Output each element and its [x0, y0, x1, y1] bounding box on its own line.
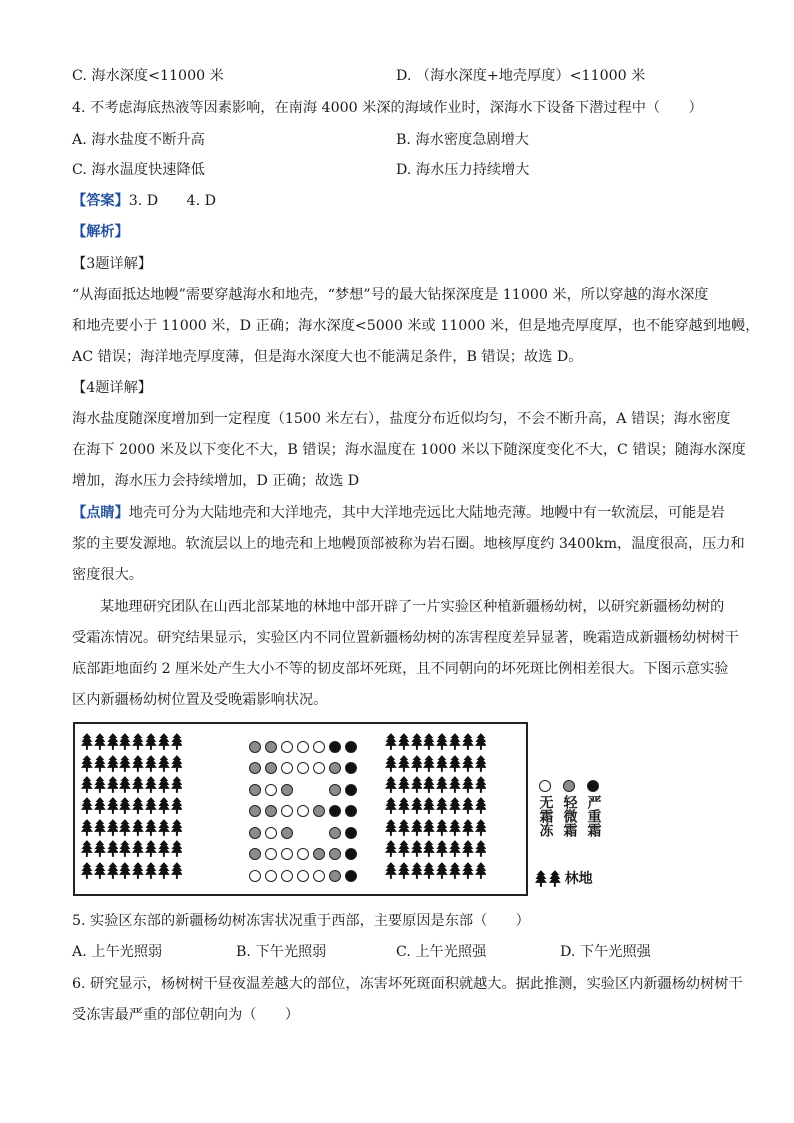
tree-icon — [119, 819, 131, 836]
severe-frost-seedling — [345, 870, 357, 882]
forest-row — [81, 795, 182, 816]
tree-icon — [475, 733, 487, 750]
light-frost-seedling — [329, 762, 341, 774]
tree-icon — [411, 733, 423, 750]
passage-line: 底部距地面约 2 厘米处产生大小不等的韧皮部坏死斑，且不同朝向的坏死斑比例相差很大。下图示意实验 — [72, 661, 729, 677]
forest-row — [385, 774, 486, 795]
severe-frost-seedling — [329, 741, 341, 753]
tree-icon — [462, 797, 474, 814]
tree-icon — [132, 797, 144, 814]
tree-icon — [119, 733, 131, 750]
tree-icon — [385, 819, 397, 836]
tree-icon — [171, 819, 183, 836]
q3-option-c: C. 海水深度<11000 米 — [72, 68, 224, 84]
tree-icon — [411, 819, 423, 836]
tree-icon — [411, 862, 423, 879]
forest-row — [81, 774, 182, 795]
tree-icon — [132, 819, 144, 836]
tree-icon — [462, 733, 474, 750]
tree-icon — [107, 776, 119, 793]
forest-row — [81, 752, 182, 773]
tree-icon — [436, 755, 448, 772]
q3-detail-line: AC 错误；海洋地壳厚度薄，但是海水深度大也不能满足条件，B 错误；故选 D。 — [72, 349, 583, 365]
tree-icon — [475, 797, 487, 814]
tree-icon — [171, 755, 183, 772]
tree-icon — [81, 862, 93, 879]
answer-text: 3. D 4. D — [128, 193, 216, 209]
tree-icon — [475, 840, 487, 857]
tree-icon — [462, 819, 474, 836]
tree-icon — [94, 797, 106, 814]
tree-icon — [423, 840, 435, 857]
tree-icon — [475, 755, 487, 772]
passage-line: 受霜冻情况。研究结果显示，实验区内不同位置新疆杨幼树的冻害程度差异显著，晚霜造成新疆杨幼树树干 — [72, 630, 739, 646]
question-4: 4. 不考虑海底热液等因素影响，在南海 4000 米深的海域作业时，深海水下设备下潜过程中（ ） — [72, 100, 703, 116]
tree-icon — [94, 862, 106, 879]
q4-detail-line: 在海下 2000 米及以下变化不大，B 错误；海水温度在 1000 米以下随深度变化不大，C 错误；随海水深度 — [72, 442, 746, 458]
forest-row — [385, 752, 486, 773]
tree-icon — [158, 840, 170, 857]
none-frost-seedling — [297, 848, 309, 860]
legend-light — [559, 780, 579, 837]
tree-icon — [107, 797, 119, 814]
tree-icon — [411, 797, 423, 814]
q3-detail-line: 和地壳要小于 11000 米，D 正确；海水深度<5000 米或 11000 米，但是地壳厚度厚，也不能穿越到地幔， — [72, 318, 760, 334]
tree-icon — [145, 755, 157, 772]
none-frost-seedling — [265, 784, 277, 796]
light-frost-seedling — [329, 848, 341, 860]
tree-icon — [423, 776, 435, 793]
tree-icon — [119, 797, 131, 814]
light-frost-seedling — [313, 848, 325, 860]
none-frost-seedling — [313, 741, 325, 753]
tree-icon — [411, 755, 423, 772]
tip-line: 密度很大。 — [72, 567, 143, 583]
forest-row — [81, 838, 182, 859]
tree-icon — [398, 733, 410, 750]
tree-icon — [475, 776, 487, 793]
tree-icon — [449, 819, 461, 836]
light-frost-seedling — [265, 762, 277, 774]
tree-icon — [158, 862, 170, 879]
tree-icon — [132, 733, 144, 750]
tree-icon — [462, 862, 474, 879]
tree-icon — [119, 755, 131, 772]
tree-icon — [436, 862, 448, 879]
tree-icon — [81, 733, 93, 750]
q3-detail-line: “从海面抵达地幔”需要穿越海水和地壳，“梦想”号的最大钻探深度是 11000 米，所以穿越的海水深度 — [72, 287, 709, 303]
legend-none — [535, 780, 555, 837]
tree-icon — [535, 870, 547, 887]
tree-icon — [107, 819, 119, 836]
tree-icon — [423, 819, 435, 836]
tree-icon — [385, 776, 397, 793]
seedling-row — [249, 801, 357, 823]
q4-detail-title: 【4题详解】 — [72, 380, 152, 396]
forest-row — [385, 817, 486, 838]
tree-icon — [145, 776, 157, 793]
tree-icon — [398, 797, 410, 814]
severe-frost-seedling — [345, 784, 357, 796]
answer-line — [72, 191, 216, 211]
light-frost-seedling — [313, 805, 325, 817]
forest-row — [385, 731, 486, 752]
none-frost-seedling — [281, 870, 293, 882]
severe-frost-dot — [587, 780, 599, 792]
question-6-cont: 受冻害最严重的部位朝向为（ ） — [72, 1007, 300, 1023]
tree-icon — [94, 840, 106, 857]
passage-line: 某地理研究团队在山西北部某地的林地中部开辟了一片实验区种植新疆杨幼树，以研究新疆杨幼树的 — [100, 599, 725, 615]
tree-icon — [423, 755, 435, 772]
none-frost-seedling — [297, 762, 309, 774]
forest-row — [385, 838, 486, 859]
none-frost-seedling — [281, 762, 293, 774]
q5-option-b: B. 下午光照弱 — [236, 944, 327, 960]
tree-icon — [411, 776, 423, 793]
tree-icon — [475, 819, 487, 836]
q4-detail-line: 海水盐度随深度增加到一定程度（1500 米左右），盐度分布近似均匀，不会不断升高，A 错误；海水密度 — [72, 411, 731, 427]
tree-icon — [171, 862, 183, 879]
none-frost-seedling — [281, 805, 293, 817]
none-frost-seedling — [297, 741, 309, 753]
forest-row — [81, 859, 182, 880]
forest-row — [81, 817, 182, 838]
tree-icon — [94, 755, 106, 772]
tree-icon — [145, 733, 157, 750]
legend-severe — [583, 780, 603, 837]
tree-icon — [398, 819, 410, 836]
q4-option-a: A. 海水盐度不断升高 — [72, 132, 205, 148]
question-5: 5. 实验区东部的新疆杨幼树冻害状况重于西部，主要原因是东部（ ） — [72, 913, 530, 929]
tree-icon — [145, 797, 157, 814]
tree-icon — [132, 862, 144, 879]
tree-icon — [462, 755, 474, 772]
tree-icon — [119, 776, 131, 793]
severe-frost-seedling — [345, 827, 357, 839]
tree-icon — [449, 755, 461, 772]
tree-icon — [411, 840, 423, 857]
tree-icon — [145, 840, 157, 857]
q5-option-d: D. 下午光照强 — [560, 944, 651, 960]
light-frost-seedling — [249, 848, 261, 860]
light-frost-seedling — [249, 762, 261, 774]
tree-icon — [436, 733, 448, 750]
tree-icon — [145, 819, 157, 836]
tree-icon — [107, 840, 119, 857]
tree-icon — [158, 797, 170, 814]
tree-icon — [549, 870, 561, 887]
forest-row — [385, 859, 486, 880]
tree-icon — [81, 840, 93, 857]
severe-frost-seedling — [345, 762, 357, 774]
tree-icon — [423, 797, 435, 814]
light-frost-seedling — [281, 827, 293, 839]
tree-icon — [449, 733, 461, 750]
tree-icon — [132, 840, 144, 857]
tree-icon — [385, 862, 397, 879]
none-frost-seedling — [281, 848, 293, 860]
light-frost-seedling — [329, 827, 341, 839]
severe-frost-seedling — [345, 741, 357, 753]
tree-icon — [449, 797, 461, 814]
tree-icon — [398, 840, 410, 857]
seedling-row — [249, 758, 357, 780]
tree-icon — [132, 755, 144, 772]
tip-text: 地壳可分为大陆地壳和大洋地壳，其中大洋地壳远比大陆地壳薄。地幔中有一软流层，可能是岩 — [128, 505, 725, 521]
tree-icon — [171, 840, 183, 857]
q4-option-d: D. 海水压力持续增大 — [396, 162, 530, 178]
tree-icon — [398, 776, 410, 793]
tree-icon — [81, 776, 93, 793]
none-frost-seedling — [297, 805, 309, 817]
q4-option-b: B. 海水密度急剧增大 — [396, 132, 529, 148]
tree-icon — [436, 797, 448, 814]
forest-row — [81, 731, 182, 752]
analysis-tag: 【解析】 — [72, 224, 129, 240]
q4-detail-line: 增加，海水压力会持续增加，D 正确；故选 D — [72, 473, 360, 489]
tree-icon — [171, 797, 183, 814]
answer-tag: 【答案】 — [72, 193, 129, 209]
tip-tag: 【点睛】 — [72, 505, 129, 521]
light-frost-seedling — [329, 870, 341, 882]
tree-icon — [462, 840, 474, 857]
light-frost-seedling — [329, 784, 341, 796]
tree-icon — [385, 840, 397, 857]
none-frost-seedling — [313, 762, 325, 774]
tree-icon — [436, 840, 448, 857]
tree-icon — [145, 862, 157, 879]
legend-none-label: 无霜冻 — [537, 795, 554, 837]
tree-icon — [423, 862, 435, 879]
tree-icon — [158, 755, 170, 772]
none-frost-dot — [539, 780, 551, 792]
light-frost-seedling — [249, 784, 261, 796]
seedling-grid — [249, 736, 357, 887]
none-frost-seedling — [265, 870, 277, 882]
tree-icon — [436, 776, 448, 793]
severe-frost-seedling — [345, 805, 357, 817]
none-frost-seedling — [249, 870, 261, 882]
tree-icon — [385, 755, 397, 772]
light-frost-dot — [563, 780, 575, 792]
tree-icon — [423, 733, 435, 750]
tree-icon — [107, 733, 119, 750]
tree-icon — [385, 797, 397, 814]
tree-icon — [94, 819, 106, 836]
severe-frost-seedling — [329, 805, 341, 817]
none-frost-seedling — [265, 827, 277, 839]
tree-icon — [449, 840, 461, 857]
light-frost-seedling — [249, 827, 261, 839]
experiment-figure — [73, 722, 528, 896]
tree-icon — [462, 776, 474, 793]
light-frost-seedling — [265, 805, 277, 817]
tree-icon — [132, 776, 144, 793]
tree-icon — [107, 862, 119, 879]
tree-icon — [81, 755, 93, 772]
forest-east — [385, 731, 486, 881]
seedling-row — [249, 865, 357, 887]
light-frost-seedling — [281, 784, 293, 796]
tree-icon — [398, 862, 410, 879]
tree-icon — [436, 819, 448, 836]
tree-icon — [449, 862, 461, 879]
q3-option-d: D. （海水深度+地壳厚度）<11000 米 — [396, 68, 646, 84]
tree-icon — [158, 733, 170, 750]
tree-icon — [94, 776, 106, 793]
tree-icon — [158, 819, 170, 836]
seedling-row — [249, 844, 357, 866]
figure-legend — [535, 780, 615, 892]
q4-option-c: C. 海水温度快速降低 — [72, 162, 205, 178]
severe-frost-seedling — [345, 848, 357, 860]
tree-icon — [398, 755, 410, 772]
legend-light-label: 轻微霜 — [561, 795, 578, 837]
light-frost-seedling — [249, 741, 261, 753]
seedling-row — [249, 779, 357, 801]
tree-icon — [81, 819, 93, 836]
legend-forest-label: 林地 — [564, 871, 593, 887]
light-frost-seedling — [265, 741, 277, 753]
seedling-row — [249, 822, 357, 844]
seedling-row — [249, 736, 357, 758]
passage-line: 区内新疆杨幼树位置及受晚霜影响状况。 — [72, 692, 328, 708]
tree-icon — [107, 755, 119, 772]
tree-icon — [475, 862, 487, 879]
legend-forest — [535, 868, 593, 888]
light-frost-seedling — [249, 805, 261, 817]
none-frost-seedling — [281, 741, 293, 753]
q3-detail-title: 【3题详解】 — [72, 256, 152, 272]
tip-line: 浆的主要发源地。软流层以上的地壳和上地幔顶部被称为岩石圈。地核厚度约 3400km，温度很高，压力和 — [72, 536, 745, 552]
q5-option-c: C. 上午光照强 — [396, 944, 487, 960]
forest-row — [385, 795, 486, 816]
tree-icon — [81, 797, 93, 814]
tree-icon — [119, 862, 131, 879]
none-frost-seedling — [297, 870, 309, 882]
tree-icon — [171, 733, 183, 750]
none-frost-seedling — [265, 848, 277, 860]
tree-icon — [94, 733, 106, 750]
tree-icon — [119, 840, 131, 857]
tree-icon — [385, 733, 397, 750]
question-6: 6. 研究显示，杨树树干昼夜温差越大的部位，冻害坏死斑面积就越大。据此推测，实验区内新疆杨幼树树干 — [72, 976, 743, 992]
tree-icon — [158, 776, 170, 793]
tree-icon — [171, 776, 183, 793]
tree-icon — [449, 776, 461, 793]
q5-option-a: A. 上午光照弱 — [72, 944, 163, 960]
none-frost-seedling — [313, 870, 325, 882]
tip-line — [72, 503, 725, 523]
forest-west — [81, 731, 182, 881]
legend-severe-label: 严重霜 — [585, 795, 602, 837]
